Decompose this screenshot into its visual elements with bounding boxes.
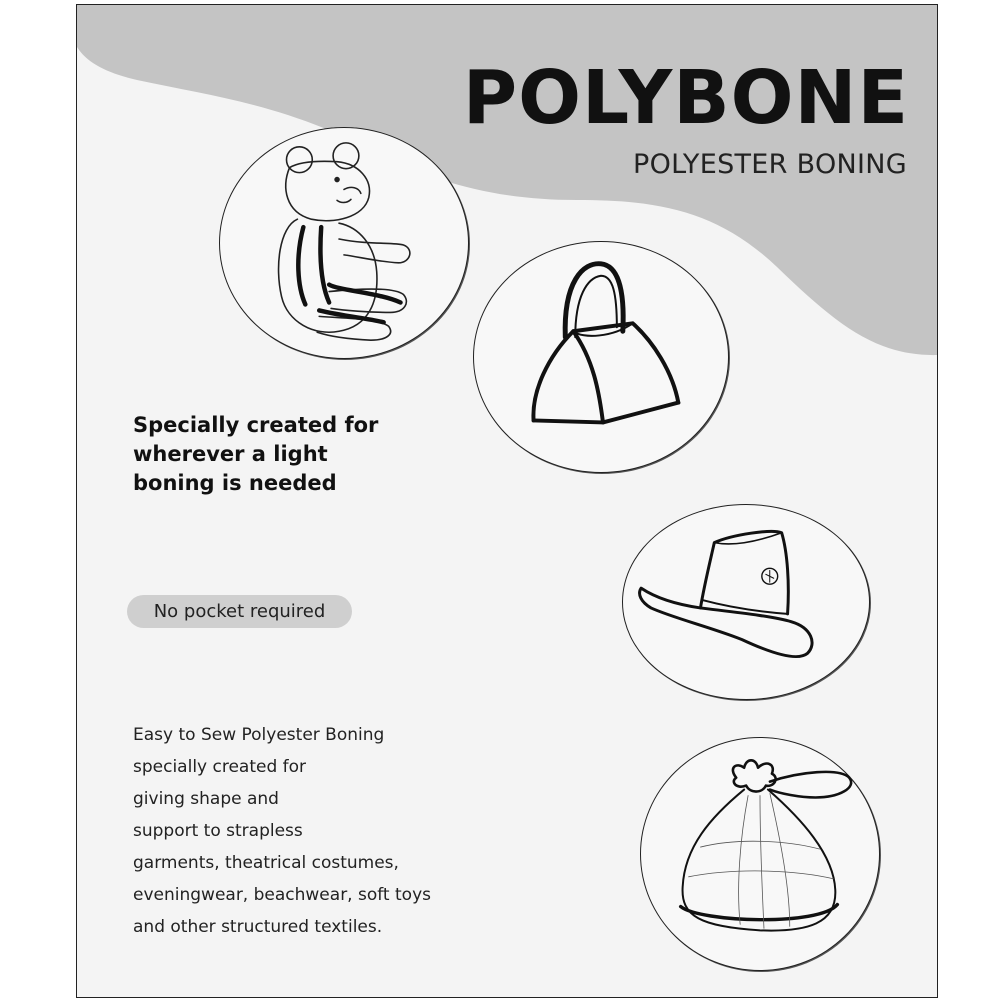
- feature-badge: No pocket required: [127, 595, 352, 628]
- description-line: giving shape and: [133, 789, 279, 809]
- tagline-line: wherever a light: [133, 442, 328, 466]
- drawstring-bag-icon: [641, 738, 879, 970]
- handbag-icon: [474, 242, 728, 472]
- product-description: [133, 719, 431, 943]
- teddy-bear-icon: [220, 128, 468, 358]
- tagline: [133, 411, 378, 498]
- page-subtitle: POLYESTER BONING: [633, 149, 907, 180]
- drawstring-bag-illustration: [640, 737, 880, 971]
- tagline-line: boning is needed: [133, 471, 337, 495]
- description-line: Easy to Sew Polyester Boning: [133, 725, 385, 745]
- cowboy-hat-icon: [623, 505, 869, 699]
- handbag-illustration: [473, 241, 729, 473]
- description-line: and other structured textiles.: [133, 917, 383, 937]
- teddy-bear-illustration: [219, 127, 469, 359]
- tagline-line: Specially created for: [133, 413, 379, 437]
- description-line: support to strapless: [133, 821, 303, 841]
- cowboy-hat-illustration: [622, 504, 870, 700]
- page-title: POLYBONE: [462, 55, 909, 141]
- description-line: garments, theatrical costumes,: [133, 853, 399, 873]
- description-line: specially created for: [133, 757, 307, 777]
- product-card: [76, 4, 938, 998]
- description-line: eveningwear, beachwear, soft toys: [133, 885, 431, 905]
